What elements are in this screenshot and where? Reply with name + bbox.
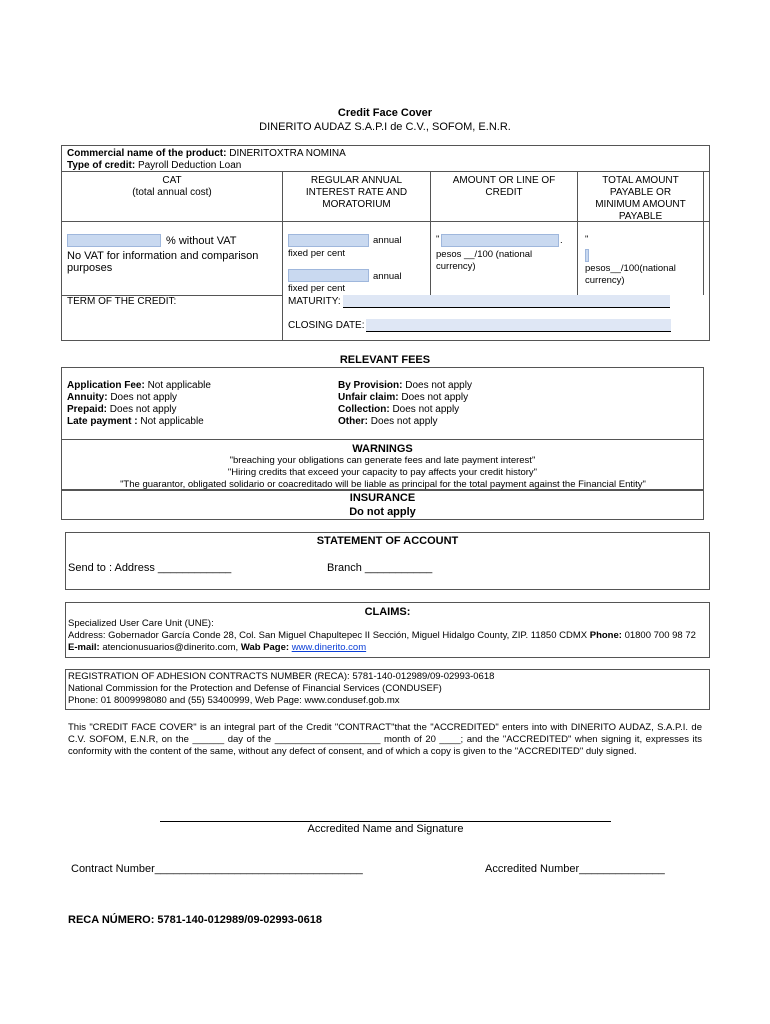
amount-input[interactable] xyxy=(441,234,559,247)
fee-value: Does not apply xyxy=(370,416,438,427)
closing-date-label: CLOSING DATE: xyxy=(288,320,365,331)
warning-line: "Hiring credits that exceed your capacity to pay affects your credit history" xyxy=(227,467,538,478)
footer-reca: RECA NÚMERO: 5781-140-012989/09-02993-0618 xyxy=(68,914,322,926)
total-input[interactable] xyxy=(585,249,589,262)
total-quote: " xyxy=(585,234,589,245)
claims-web-link[interactable]: www.dinerito.com xyxy=(291,642,367,653)
header-cat xyxy=(62,175,282,199)
amount-quote: " xyxy=(436,234,440,245)
fee-label: By Provision: xyxy=(338,380,403,391)
claims-unit: Specialized User Care Unit (UNE): xyxy=(68,618,214,629)
warning-line: "The guarantor, obligated solidario or coacreditado will be liable as principal for the total payment against the Financial Entity" xyxy=(120,479,646,490)
claims-contact xyxy=(68,630,706,654)
no-vat-note: No VAT for information and comparison purposes xyxy=(67,250,259,274)
maturity-underline xyxy=(343,295,670,308)
annual-rate-input[interactable] xyxy=(288,234,369,247)
cat-without-vat: % without VAT xyxy=(166,235,237,247)
fee-item xyxy=(338,416,472,428)
fee-label: Other: xyxy=(338,416,368,427)
fees-title: RELEVANT FEES xyxy=(339,354,431,366)
claims-address: Address: Gobernador García Conde 28, Col. San Miguel Chapultepec II Sección, Miguel Hidalgo County, ZIP. 11850 CDMX xyxy=(68,630,588,641)
fixed-label-2: fixed per cent xyxy=(288,283,346,294)
header-interest-line: MORATORIUM xyxy=(322,199,391,210)
page-title: Credit Face Cover xyxy=(337,107,433,119)
fee-item xyxy=(67,404,211,416)
fee-value: Does not apply xyxy=(405,380,472,391)
fee-label: Unfair claim: xyxy=(338,392,399,403)
claims-title: CLAIMS: xyxy=(364,606,411,618)
warning-line: "breaching your obligations can generate fees and late payment interest" xyxy=(229,455,536,466)
product-name-label: Commercial name of the product: xyxy=(67,148,227,159)
statement-title: STATEMENT OF ACCOUNT xyxy=(316,535,459,547)
reca-line-1: REGISTRATION OF ADHESION CONTRACTS NUMBER (RECA): 5781-140-012989/09-02993-0618 xyxy=(68,671,495,682)
fee-value: Does not apply xyxy=(401,392,469,403)
fee-item xyxy=(338,404,472,416)
fee-label: Annuity: xyxy=(67,392,108,403)
contract-number: Contract Number__________________________________ xyxy=(71,863,363,875)
header-total-line: PAYABLE OR xyxy=(609,187,672,198)
header-total-line: TOTAL AMOUNT xyxy=(602,175,679,186)
term-label: TERM OF THE CREDIT: xyxy=(67,296,177,307)
accredited-number: Accredited Number______________ xyxy=(485,863,665,875)
fee-value: Not applicable xyxy=(140,416,204,427)
signature-label: Accredited Name and Signature xyxy=(307,823,464,835)
fixed-label-1: fixed per cent xyxy=(288,248,346,259)
total-pesos: pesos__/100(national currency) xyxy=(585,263,676,286)
annual-label-1: annual xyxy=(373,235,402,246)
closing-date-underline xyxy=(366,319,671,332)
claims-phone-value: 01800 700 98 72 xyxy=(624,630,696,641)
insurance-value: Do not apply xyxy=(349,506,416,518)
fee-item xyxy=(338,380,472,392)
annual-label-2: annual xyxy=(373,271,402,282)
fee-item xyxy=(67,380,211,392)
claims-email-value: atencionusuarios@dinerito.com, xyxy=(102,642,239,653)
fee-item xyxy=(338,392,472,404)
signature-line xyxy=(160,821,611,822)
fees-left-list xyxy=(67,380,211,428)
header-total-line: MINIMUM AMOUNT xyxy=(595,199,686,210)
fees-right-list xyxy=(338,380,472,428)
fee-label: Late payment : xyxy=(67,416,138,427)
header-interest-line: INTEREST RATE AND xyxy=(305,187,408,198)
credit-type-value: Payroll Deduction Loan xyxy=(137,160,242,171)
insurance-title: INSURANCE xyxy=(349,492,416,504)
header-cat-line: CAT xyxy=(162,175,182,186)
warnings-title: WARNINGS xyxy=(352,443,413,455)
moratorium-rate-input[interactable] xyxy=(288,269,369,282)
amount-dot: . xyxy=(560,235,563,246)
amount-pesos: pesos __/100 (national currency) xyxy=(436,249,533,272)
reca-line-2: National Commission for the Protection and Defense of Financial Services (CONDUSEF) xyxy=(68,683,442,694)
credit-type-label: Type of credit: xyxy=(67,160,136,171)
send-to-address: Send to : Address ____________ xyxy=(68,562,232,574)
product-name-value: DINERITOXTRA NOMINA xyxy=(229,148,346,159)
fee-item xyxy=(67,392,211,404)
fee-label: Application Fee: xyxy=(67,380,145,391)
header-total-line: PAYABLE xyxy=(618,211,663,222)
claims-phone-label: Phone: xyxy=(589,630,622,641)
header-amount-line: CREDIT xyxy=(485,187,523,198)
maturity-label: MATURITY: xyxy=(288,296,341,307)
disclaimer-text: This "CREDIT FACE COVER" is an integral part of the Credit "CONTRACT"that the "ACCREDITED" enters into with DINERITO AUDAZ, S.A.P.I. de C.V. SOFOM, E.N.R, on the ______ day of the ____________________ month of 20 ____; and the "ACCREDITED" when signing it, expresses its conformity with the content of the same, without any defect of consent, and of which a copy is given to the "ACCREDITED" duly signed. xyxy=(68,722,702,757)
claims-web-label: Wab Page: xyxy=(240,642,290,653)
product-name-line xyxy=(67,148,346,160)
fee-item xyxy=(67,416,211,428)
fee-label: Prepaid: xyxy=(67,404,108,415)
header-amount-line: AMOUNT OR LINE OF xyxy=(452,175,556,186)
fee-value: Does not apply xyxy=(109,404,177,415)
header-interest-line: REGULAR ANNUAL xyxy=(310,175,403,186)
claims-email-label: E-mail: xyxy=(68,642,100,653)
fee-value: Not applicable xyxy=(147,380,211,391)
fee-value: Does not apply xyxy=(392,404,460,415)
header-cat-line: (total annual cost) xyxy=(132,187,212,198)
branch: Branch ___________ xyxy=(327,562,433,574)
header-amount xyxy=(431,175,577,199)
cat-input[interactable] xyxy=(67,234,161,247)
company-name: DINERITO AUDAZ S.A.P.I de C.V., SOFOM, E.N.R. xyxy=(259,121,511,133)
header-total xyxy=(578,175,703,223)
fee-label: Collection: xyxy=(338,404,390,415)
table-col-divider-4 xyxy=(703,172,704,295)
header-interest-rate xyxy=(283,175,430,211)
fee-value: Does not apply xyxy=(110,392,178,403)
credit-type-line xyxy=(67,160,241,172)
reca-line-3: Phone: 01 8009998080 and (55) 53400999, Web Page: www.condusef.gob.mx xyxy=(68,695,400,706)
